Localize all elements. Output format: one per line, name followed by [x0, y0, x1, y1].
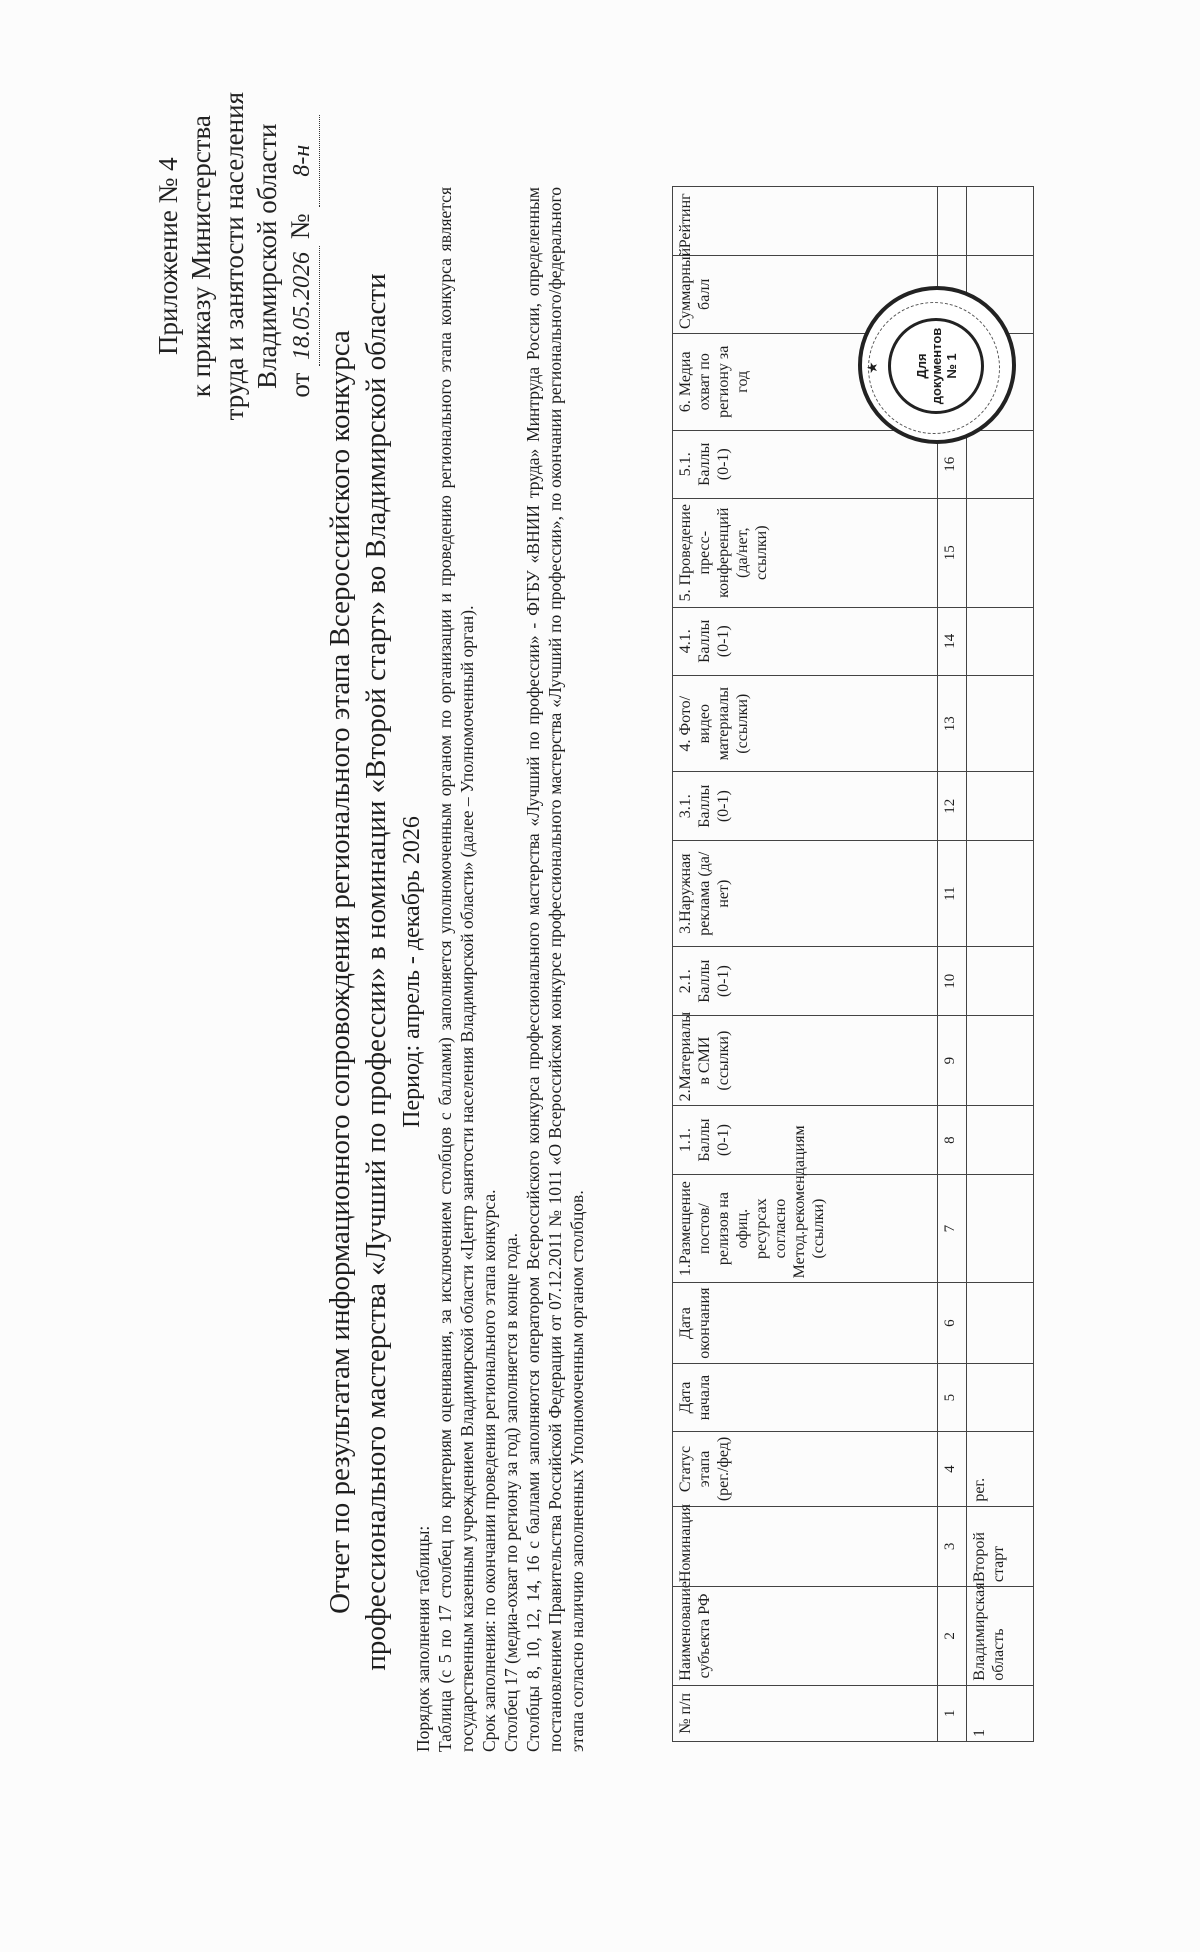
column-number: 8: [938, 1106, 967, 1174]
table-cell: 1: [967, 1685, 1034, 1741]
table-cell: [967, 675, 1034, 772]
column-number: 14: [938, 607, 967, 675]
table-cell: Владимирская область: [967, 1587, 1034, 1686]
table-header-cell: Наименование субъекта РФ: [673, 1587, 938, 1686]
table-header-cell: Номинация: [673, 1506, 938, 1586]
instruction-item: Столбцы 8, 10, 12, 14, 16 с баллами заполняются оператором Всероссийского конкурса профессионального мастерства «Лучший по профессии» - ФГБУ «ВНИИ труда» Минтруда России, определенным постановлением Правительства Российской Федерации от 07.12.2011 № 1011 «О Всероссийском конкурсе профессионального мастерства «Лучший по профессии», по окончании регионального/федерального этапа согласно наличию заполненных Уполномоченным органом столбцов.: [523, 187, 587, 1752]
appendix-line-2: к приказу Министерства: [186, 115, 216, 398]
column-number: 3: [938, 1506, 967, 1586]
stamp-line-3: № 1: [943, 353, 959, 379]
table-header-cell: № п/п: [673, 1685, 938, 1741]
column-number: 16: [938, 430, 967, 498]
table-header-cell: 5.1. Баллы (0-1): [673, 430, 938, 498]
table-header-cell: 3.Наружная реклама (да/нет): [673, 840, 938, 947]
instruction-item: Столбец 17 (медиа-охват по региону за год) заполняется в конце года.: [501, 1232, 521, 1752]
appendix-header: [152, 92, 320, 420]
column-number: [938, 187, 967, 256]
column-number: 10: [938, 947, 967, 1015]
column-number: 2: [938, 1587, 967, 1686]
table-cell: [967, 1363, 1034, 1431]
title-line-1: Отчет по результатам информационного сопровождения регионального этапа Всероссийского конкурса: [324, 330, 356, 1614]
table-header-cell: Суммарный балл: [673, 255, 938, 333]
order-number: 8-н: [286, 115, 320, 207]
table-cell: [967, 772, 1034, 840]
filling-instructions: [412, 187, 588, 1752]
table-cell: [967, 1106, 1034, 1174]
instruction-item: Таблица (с 5 по 17 столбец по критериям оценивания, за исключением столбцов с баллами) заполняется уполномоченным органом по организации и проведению регионального этапа конкурса является государственным казенным учреждением Владимирской области «Центр занятости населения Владимирской области» (далее – Уполномоченный орган).: [435, 187, 477, 1752]
column-number: 5: [938, 1363, 967, 1431]
table-cell: Второй старт: [967, 1506, 1034, 1586]
column-number: 4: [938, 1432, 967, 1506]
table-header-cell: 4. Фото/видео материалы (ссылки): [673, 675, 938, 772]
column-number: 7: [938, 1174, 967, 1283]
table-cell: [967, 1174, 1034, 1283]
table-header-cell: Рейтинг: [673, 187, 938, 256]
column-number: 11: [938, 840, 967, 947]
instruction-heading: Порядок заполнения таблицы:: [413, 1525, 433, 1752]
table-header-cell: Дата начала: [673, 1363, 938, 1431]
table-cell: [967, 1283, 1034, 1363]
column-number: 9: [938, 1015, 967, 1106]
table-header-cell: Статус этапа (рег./фед): [673, 1432, 938, 1506]
column-number: 6: [938, 1283, 967, 1363]
column-number: 13: [938, 675, 967, 772]
table-cell: рег.: [967, 1432, 1034, 1506]
appendix-line-1: Приложение № 4: [153, 157, 183, 356]
table-header-cell: 5. Проведение пресс-конференций (да/нет, ссылки): [673, 498, 938, 607]
table-header-cell: 6. Медиа охват по региону за год: [673, 333, 938, 430]
stamp-line-1: Для: [913, 353, 929, 379]
stamp-center: [888, 318, 984, 414]
column-number: 15: [938, 498, 967, 607]
date-prefix: от: [285, 372, 315, 398]
table-cell: [967, 430, 1034, 498]
table-cell: [967, 187, 1034, 256]
official-stamp: [858, 286, 1016, 444]
table-header-cell: 3.1. Баллы (0-1): [673, 772, 938, 840]
appendix-line-4: Владимирской области: [252, 123, 282, 389]
appendix-line-3: труда и занятости населения: [219, 92, 249, 421]
table-cell: [967, 840, 1034, 947]
table-cell: [967, 1015, 1034, 1106]
table-header-cell: 4.1. Баллы (0-1): [673, 607, 938, 675]
table-header-cell: 1.Размещение постов/релизов на офиц. ресурсах согласно Метод.рекомендациям (ссылки): [673, 1174, 938, 1283]
stamp-line-2: документов: [928, 327, 944, 405]
table-cell: [967, 607, 1034, 675]
appendix-date-line: [284, 92, 320, 420]
table-header-cell: 2.1. Баллы (0-1): [673, 947, 938, 1015]
table-header-cell: 2.Материалы в СМИ (ссылки): [673, 1015, 938, 1106]
table-header-cell: 1.1. Баллы (0-1): [673, 1106, 938, 1174]
table-header-cell: Дата окончания: [673, 1283, 938, 1363]
order-date: 18.05.2026: [286, 246, 320, 366]
instruction-item: Срок заполнения: по окончании проведения регионального этапа конкурса.: [479, 1189, 499, 1752]
number-prefix: №: [285, 213, 315, 240]
table-cell: [967, 498, 1034, 607]
report-period: Период: апрель - декабрь 2026: [399, 816, 425, 1128]
table-cell: [967, 947, 1034, 1015]
column-number: 12: [938, 772, 967, 840]
title-line-2: профессионального мастерства «Лучший по профессии» в номинации «Второй старт» во Владимирской области: [360, 273, 392, 1671]
column-number: 1: [938, 1685, 967, 1741]
star-icon: ★: [866, 361, 881, 374]
